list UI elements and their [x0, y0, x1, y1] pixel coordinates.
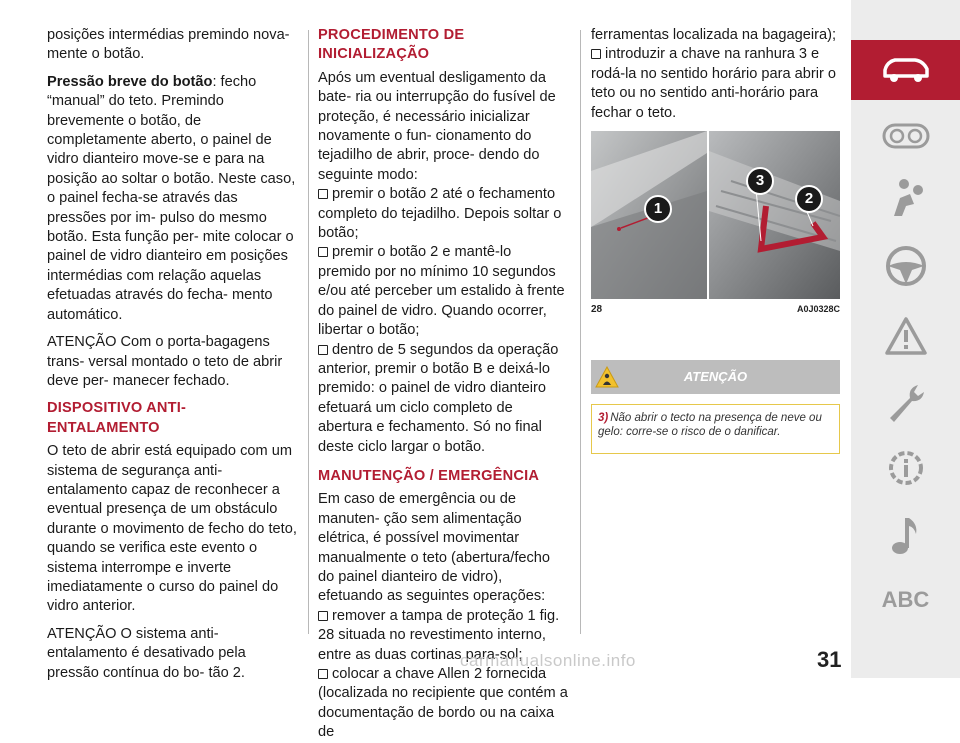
attention-note: ATENÇÃO O sistema anti-entalamento é desativado pela pressão contínua do bo- tão 2.	[47, 625, 246, 681]
paragraph-text: : fecho “manual” do teto. Premindo brevemente o botão, de completamente aberto, o painel de vidro dianteiro move-se e para na posição ao soltar o botão. Neste caso, o painel fecha-se através das pressões por im- pulso do mesmo botão. Esta função per- mite colocar o painel de vidro dianteiro em posições intermédias com relação aquelas efetuadas através do fecha- mento automático.	[47, 73, 296, 323]
watermark: carmanualsonline.info	[460, 651, 636, 670]
abc-index-label: ABC	[881, 587, 930, 612]
checkbox-bullet-icon	[591, 49, 601, 59]
sidebar-item-index[interactable]	[851, 570, 960, 630]
airbag-person-icon	[884, 176, 928, 220]
step-text: premir o botão 2 e mantê-lo premido por no mínimo 10 segundos e/ou até perceber um estalido à frente do painel de vidro. Quando ocorrer, libertar o botão;	[318, 244, 565, 339]
roof-photo-illustration	[591, 131, 840, 299]
section-heading-maintenance: MANUTENÇÃO / EMERGÊNCIA	[318, 467, 540, 484]
operation-item	[318, 665, 568, 743]
paragraph: Em caso de emergência ou de manuten- ção sem alimentação elétrica, é possível movimentar manualmente o teto (abertura/fecho do painel dianteiro de vidro), efetuando as seguintes operações:	[318, 491, 551, 605]
sidebar-item-driving[interactable]	[851, 236, 960, 296]
sidebar-navigation	[851, 0, 960, 678]
operation-text: introduzir a chave na ranhura 3 e rodá-la no sentido horário para abrir o teto ou no sentido anti-horário para fechar o teto.	[591, 46, 836, 121]
checkbox-bullet-icon	[318, 611, 328, 621]
figure-code: A0J0328C	[796, 304, 840, 314]
sidebar-item-maintenance[interactable]	[851, 372, 960, 432]
sidebar-item-safety[interactable]	[851, 168, 960, 228]
paragraph: posições intermédias premindo nova- mente o botão.	[47, 27, 290, 63]
term-short-press: Pressão breve do botão	[47, 73, 213, 90]
step-item	[318, 243, 568, 340]
column-divider	[580, 30, 581, 634]
column-1	[47, 26, 297, 691]
callout-2: 2	[795, 185, 823, 213]
paragraph: O teto de abrir está equipado com um sistema de segurança anti-entalamento capaz de reconhecer a eventual presença de um obstáculo durante o movimento de fecho do teto, quando se verifica este evento o sistema interrompe e inverte imediatamente o curso do painel do vidro anterior.	[47, 443, 297, 615]
figure-28-roof-illustration	[591, 131, 840, 299]
callout-3: 3	[746, 167, 774, 195]
column-divider	[308, 30, 309, 634]
warning-header	[591, 360, 840, 394]
gauges-icon	[882, 121, 930, 151]
operation-text: remover a tampa de proteção 1 fig. 28 situada no revestimento interno, entre as duas cortinas para-sol;	[318, 607, 560, 663]
column-2	[318, 26, 568, 743]
checkbox-bullet-icon	[318, 247, 328, 257]
operation-text: colocar a chave Allen 2 fornecida (localizada no recipiente que contém a documentação de bordo ou na caixa de	[318, 666, 568, 741]
figure-number: 28	[591, 304, 603, 315]
column-3	[591, 26, 841, 123]
step-text: premir o botão 2 até o fechamento completo do tejadilho. Depois soltar o botão;	[318, 186, 562, 242]
warning-title: ATENÇÃO	[683, 369, 748, 384]
sidebar-item-instruments[interactable]	[851, 106, 960, 166]
car-icon	[879, 54, 933, 86]
checkbox-bullet-icon	[318, 189, 328, 199]
step-item	[318, 185, 568, 243]
sidebar-item-technical-data[interactable]	[851, 438, 960, 498]
sidebar-item-emergency[interactable]	[851, 306, 960, 366]
warning-body	[591, 404, 840, 454]
attention-note: ATENÇÃO Com o porta-bagagens trans- versal montado o teto de abrir deve per- manecer fechado.	[47, 334, 283, 389]
paragraph-continued: ferramentas localizada na bagageira);	[591, 27, 836, 43]
section-heading-initialization: PROCEDIMENTO DE INICIALIZAÇÃO	[318, 27, 465, 63]
paragraph: Após um eventual desligamento da bate- ria ou interrupção do fusível de proteção, é necessário inicializar novamente o fun- cionamento do tejadilho de abrir, proce- dendo do seguinte modo:	[318, 69, 556, 183]
page-number: 31	[817, 647, 842, 672]
sidebar-item-multimedia[interactable]	[851, 506, 960, 566]
wrench-icon	[884, 380, 928, 424]
checkbox-bullet-icon	[318, 345, 328, 355]
section-heading-anti-pinch: DISPOSITIVO ANTI-ENTALAMENTO	[47, 400, 187, 436]
warning-text: Não abrir o tecto na presença de neve ou gelo: corre-se o risco de o danificar.	[598, 412, 822, 438]
operation-item	[591, 45, 841, 123]
info-gear-icon	[884, 446, 928, 490]
sidebar-item-car[interactable]	[851, 40, 960, 100]
step-item	[318, 341, 568, 457]
step-text: dentro de 5 segundos da operação anterior, premir o botão B e deixá-lo premido: o painel de vidro dianteiro efetuará um ciclo completo de abertura e fechamento. Só no final deste ciclo largar o botão.	[318, 341, 559, 455]
steering-wheel-icon	[884, 244, 928, 288]
music-note-icon	[886, 514, 926, 558]
callout-1: 1	[644, 195, 672, 223]
warning-triangle-icon	[884, 316, 928, 356]
figure-caption	[591, 304, 840, 315]
paragraph-short-press	[47, 73, 297, 325]
warning-number: 3)	[598, 412, 609, 424]
